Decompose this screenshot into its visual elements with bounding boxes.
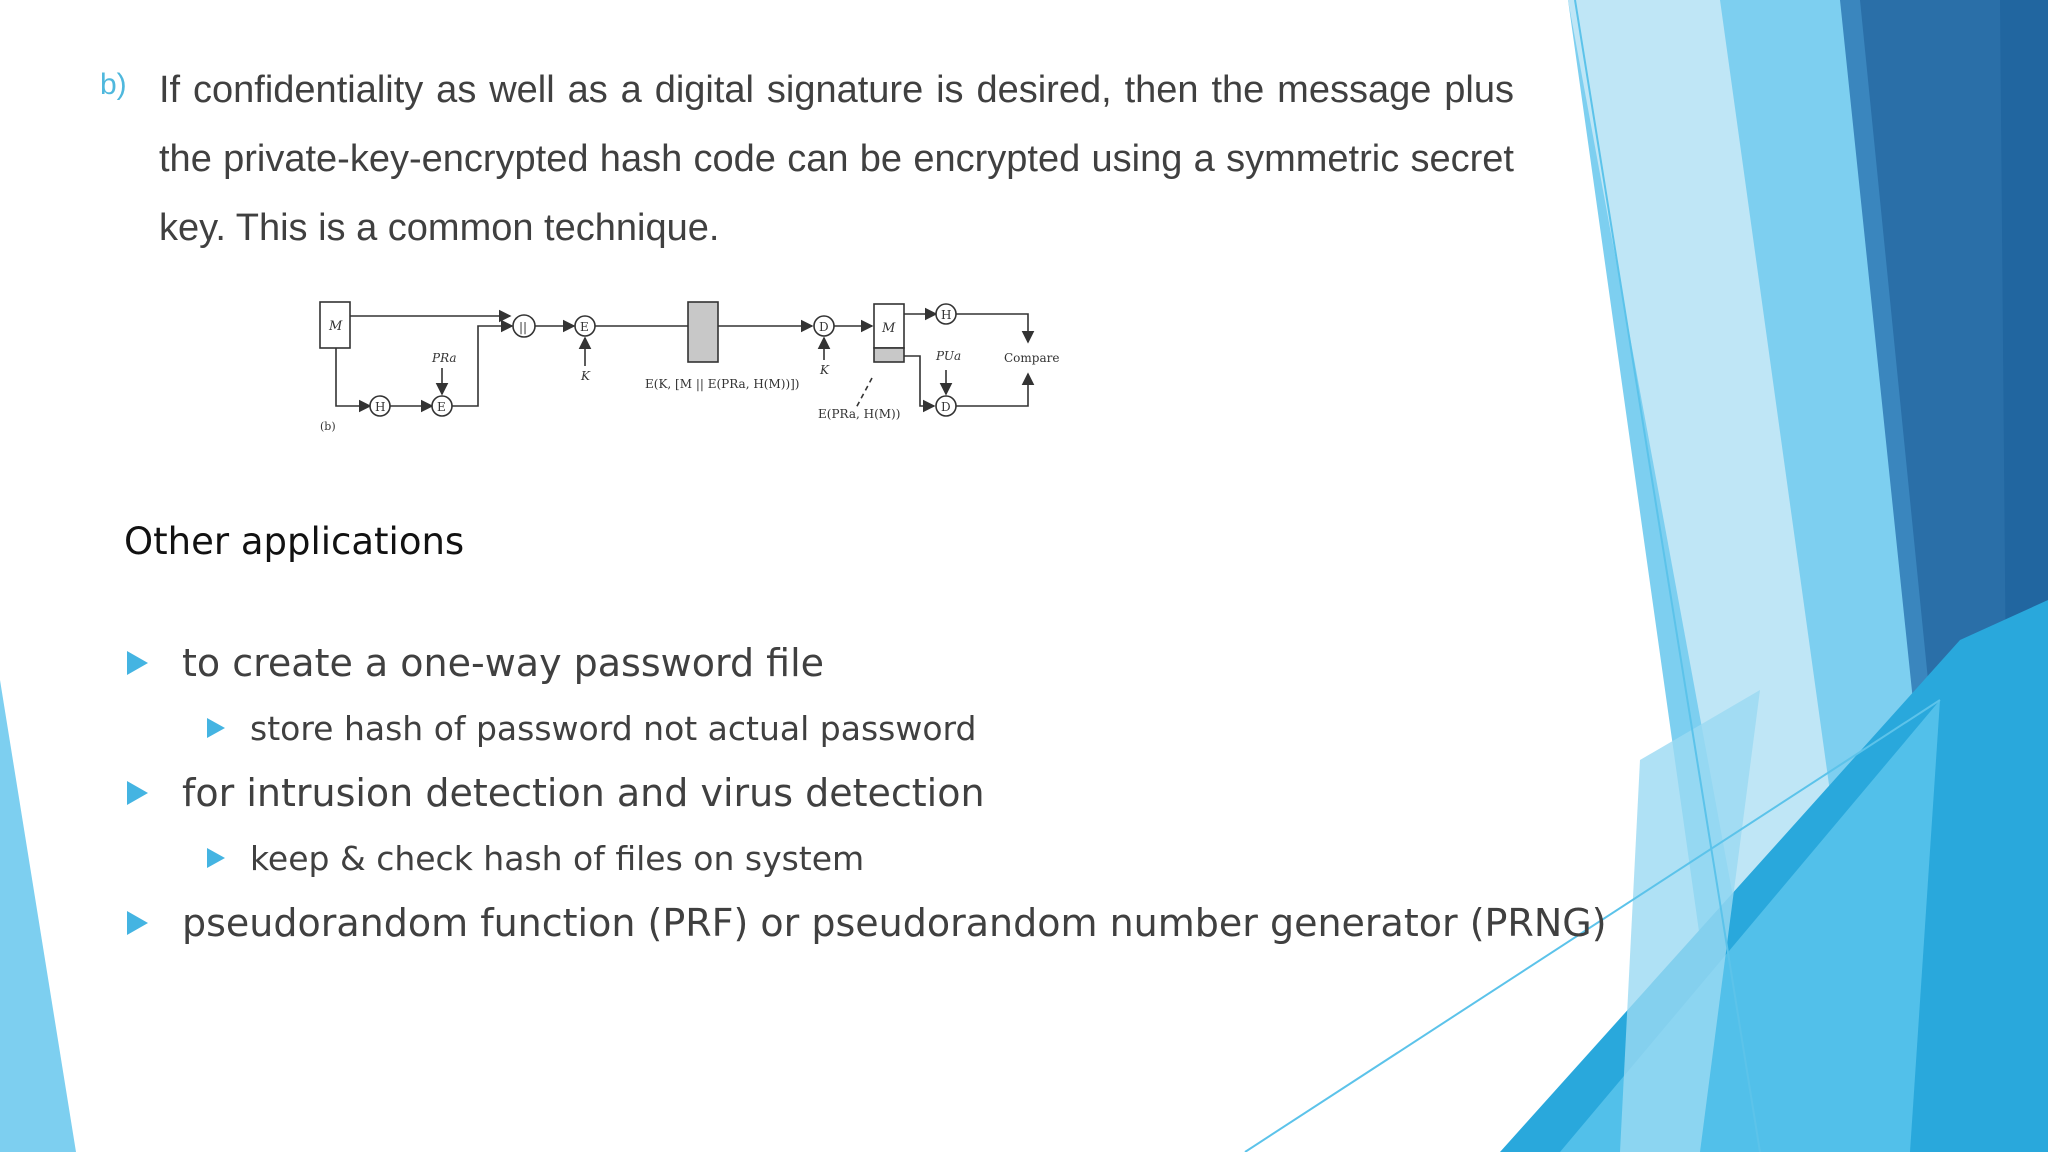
ciphertext-block — [688, 302, 718, 362]
section-heading: Other applications — [124, 520, 465, 563]
bullet-text: pseudorandom function (PRF) or pseudorandom number generator (PRNG) — [182, 901, 1607, 945]
label-h-receiver: H — [941, 308, 952, 322]
label-h-sender: H — [375, 400, 386, 414]
bullet-text: for intrusion detection and virus detection — [182, 771, 985, 815]
arrow-signature-to-decrypt — [904, 356, 934, 406]
label-ciphertext: E(K, [M || E(PRa, H(M))]) — [645, 377, 800, 391]
arrow-encrypt-to-concat — [452, 326, 512, 406]
sub-bullet-item — [124, 696, 1574, 760]
arrow-m-to-hash — [336, 348, 370, 406]
signature-block-receiver — [874, 348, 904, 362]
label-d-public: D — [941, 400, 951, 414]
label-compare: Compare — [1004, 351, 1060, 365]
bullet-arrow-icon — [127, 781, 148, 805]
paragraph-marker: b) — [100, 68, 127, 101]
arrow-decrypt-to-compare — [956, 374, 1028, 406]
label-e-symmetric: E — [580, 320, 589, 334]
label-m-receiver: M — [882, 321, 896, 336]
paragraph-text: If confidentiality as well as a digital signature is desired, then the message plus the private-key-encrypted hash code can be encrypted using a symmetric secret key. This is a common technique. — [159, 69, 1514, 249]
sub-bullet-item — [124, 826, 1574, 890]
label-k-receiver: K — [820, 363, 829, 377]
label-pua: PUa — [936, 349, 962, 363]
label-k-sender: K — [581, 369, 590, 383]
bullet-arrow-icon — [127, 651, 148, 675]
signature-pointer-line — [856, 378, 872, 408]
label-m-sender: M — [329, 319, 343, 334]
sub-bullet-text: keep & check hash of files on system — [250, 838, 865, 878]
bullet-arrow-icon — [127, 911, 148, 935]
label-part-b: (b) — [320, 420, 336, 433]
label-e-private: E — [437, 400, 446, 414]
bullet-item — [124, 890, 1607, 956]
applications-list — [124, 630, 1607, 956]
paragraph-block — [100, 56, 1520, 263]
signature-encryption-diagram — [300, 290, 1080, 450]
bullet-item — [124, 630, 1574, 696]
label-pra: PRa — [432, 351, 457, 365]
label-signature: E(PRa, H(M)) — [818, 407, 901, 421]
bullet-text: to create a one-way password file — [182, 641, 825, 685]
label-concat: || — [519, 320, 528, 334]
sub-bullet-arrow-icon — [207, 718, 225, 738]
sub-bullet-text: store hash of password not actual password — [250, 708, 977, 748]
arrow-hash-to-compare — [956, 314, 1028, 342]
sub-bullet-arrow-icon — [207, 848, 225, 868]
bullet-item — [124, 760, 1574, 826]
label-d-symmetric: D — [819, 320, 829, 334]
deco-left-triangle — [0, 680, 76, 1152]
